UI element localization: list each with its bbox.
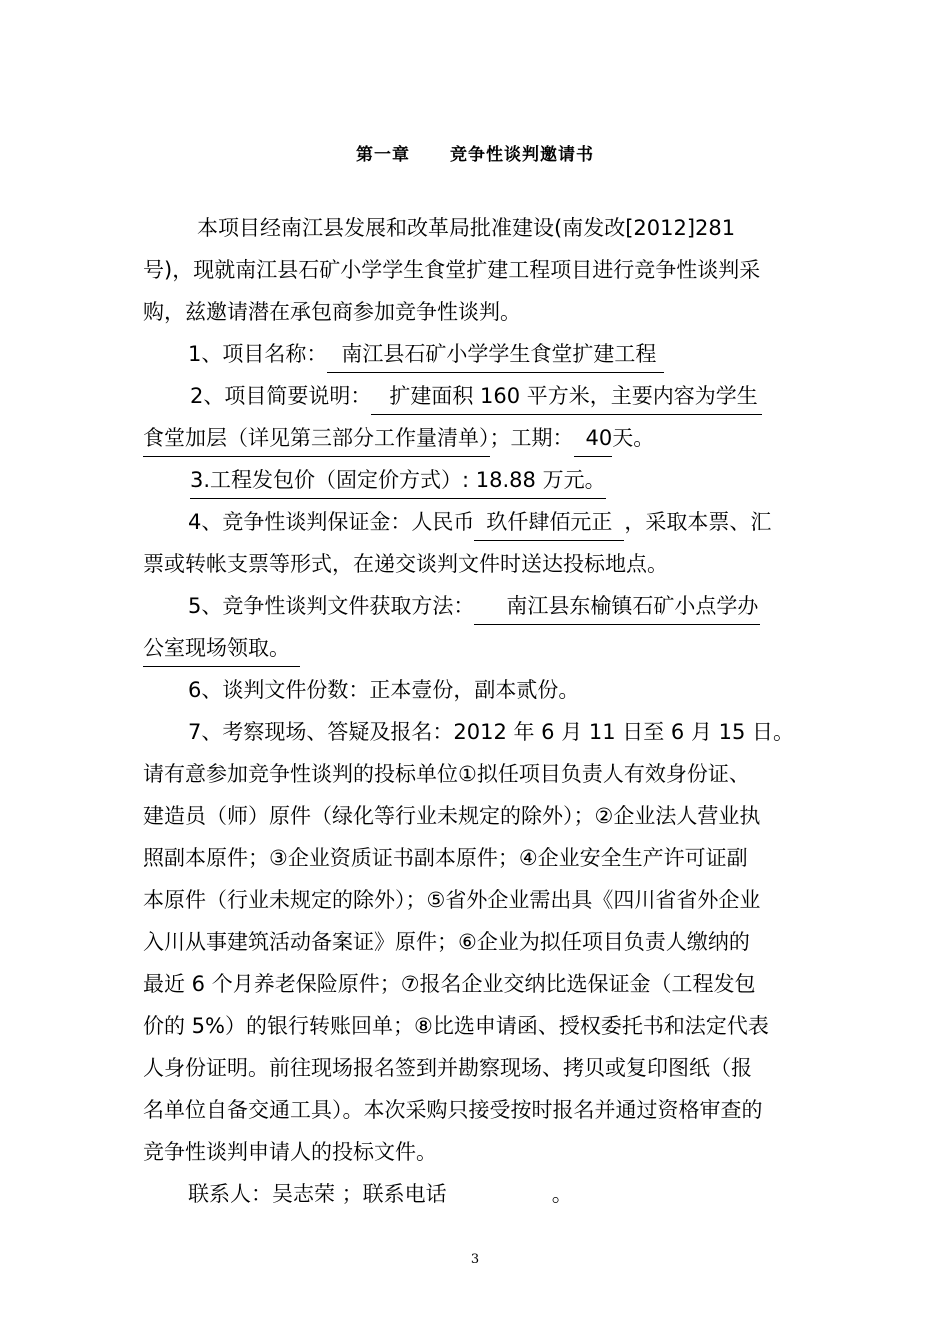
- item-2-label: 2、项目简要说明：: [190, 384, 372, 408]
- deposit-amount: 玖仟肆佰元正: [474, 510, 624, 541]
- period-unit: 天。: [612, 426, 655, 450]
- intro-line-3: 购，兹邀请潜在承包商参加竞争性谈判。: [143, 300, 521, 324]
- intro-line-1: 本项目经南江县发展和改革局批准建设(南发改[2012]281: [197, 216, 736, 240]
- item-1: [188, 338, 664, 368]
- item-7-line-4: 照副本原件；③企业资质证书副本原件；④企业安全生产许可证副: [143, 846, 748, 870]
- contact-line: [188, 1178, 573, 1208]
- contact-label: 联系人：吴志荣 ；联系电话: [188, 1182, 447, 1206]
- item-4-label: 4、竞争性谈判保证金：人民币: [188, 510, 475, 534]
- item-1-label: 1、项目名称：: [188, 342, 328, 366]
- chapter-title: [0, 140, 950, 165]
- item-7-line-9: 人身份证明。前往现场报名签到并勘察现场、拷贝或复印图纸（报: [143, 1056, 752, 1080]
- item-4-line-2: 票或转帐支票等形式，在递交谈判文件时送达投标地点。: [143, 552, 668, 576]
- item-4-rest: ，采取本票、汇: [624, 510, 772, 534]
- item-7-line-1: 7、考察现场、答疑及报名：2012 年 6 月 11 日至 6 月 15 日。: [188, 720, 795, 744]
- item-7-line-6: 入川从事建筑活动备案证》原件；⑥企业为拟任项目负责人缴纳的: [143, 930, 750, 954]
- item-5: [188, 590, 760, 620]
- intro-line-2: 号)，现就南江县石矿小学学生食堂扩建工程项目进行竞争性谈判采: [143, 258, 761, 282]
- period-value: 40: [574, 426, 613, 457]
- item-7-line-3: 建造员（师）原件（绿化等行业未规定的除外）；②企业法人营业执: [143, 804, 761, 828]
- item-7-line-11: 竞争性谈判申请人的投标文件。: [143, 1140, 437, 1164]
- project-name: 南江县石矿小学学生食堂扩建工程: [327, 342, 664, 373]
- item-7-line-5: 本原件（行业未规定的除外）；⑤省外企业需出具《四川省省外企业: [143, 888, 761, 912]
- chapter-heading: 竞争性谈判邀请书: [450, 145, 594, 165]
- item-4: [188, 506, 771, 536]
- chapter-number: 第一章: [356, 145, 410, 165]
- item-5-line-2: [143, 632, 300, 662]
- document-method-line-2: 公室现场领取。: [143, 636, 300, 667]
- contact-end: 。: [551, 1182, 573, 1206]
- contract-price: 3.工程发包价（固定价方式）: 18.88 万元。: [190, 468, 606, 499]
- item-7-line-7: 最近 6 个月养老保险原件；⑦报名企业交纳比选保证金（工程发包: [143, 972, 756, 996]
- item-2: [190, 380, 762, 410]
- item-3: [190, 464, 606, 494]
- item-2-continued: [143, 422, 654, 452]
- project-description-line-2: 食堂加层（详见第三部分工作量清单）: [143, 426, 490, 457]
- item-7-line-10: 名单位自备交通工具）。本次采购只接受按时报名并通过资格审查的: [143, 1098, 763, 1122]
- page-number: 3: [470, 1252, 480, 1267]
- project-description-line-1: 扩建面积 160 平方米，主要内容为学生: [371, 384, 761, 415]
- item-7-line-8: 价的 5%）的银行转账回单；⑧比选申请函、授权委托书和法定代表: [143, 1014, 769, 1038]
- document-method-line-1: 南江县东榆镇石矿小点学办: [474, 594, 760, 625]
- item-6: 6、谈判文件份数：正本壹份，副本贰份。: [188, 678, 580, 702]
- item-5-label: 5、竞争性谈判文件获取方法：: [188, 594, 475, 618]
- item-7-line-2: 请有意参加竞争性谈判的投标单位①拟任项目负责人有效身份证、: [143, 762, 750, 786]
- period-label: ；工期：: [489, 426, 574, 450]
